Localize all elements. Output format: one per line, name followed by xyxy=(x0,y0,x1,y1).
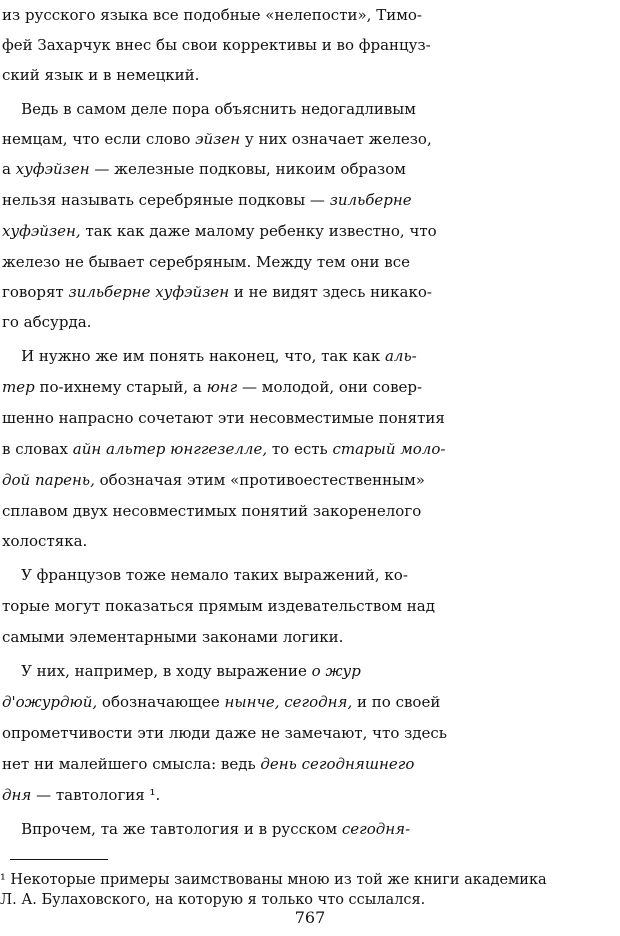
footnote-line: ¹ Некоторые примеры заимствованы мною из той же книги академика xyxy=(0,872,547,888)
text-line xyxy=(0,28,620,62)
text-line xyxy=(0,58,620,92)
italic-segment: сегодня- xyxy=(341,820,411,838)
text-segment: — тавтология ¹. xyxy=(31,786,161,804)
italic-segment: д'ожурдюй, xyxy=(2,693,98,711)
italic-segment: аль- xyxy=(384,347,417,365)
text-line xyxy=(0,747,620,781)
text-line xyxy=(0,245,620,279)
text-segment: Ведь в самом деле пора объяснить недогадливым xyxy=(2,100,416,118)
text-segment: нет ни малейшего смысла: ведь xyxy=(2,755,261,773)
text-segment: опрометчивости эти люди даже не замечают, что здесь xyxy=(2,724,447,742)
text-line xyxy=(0,305,620,339)
italic-segment: юнг xyxy=(206,378,238,396)
footnote-rule xyxy=(10,859,108,860)
text-line xyxy=(0,401,620,435)
footnote-line: Л. А. Булаховского, на которую я только что ссылался. xyxy=(0,892,426,908)
text-segment: самыми элементарными законами логики. xyxy=(2,628,344,646)
italic-segment: зильберне xyxy=(329,191,412,209)
text-line xyxy=(0,214,620,248)
text-line xyxy=(0,183,620,217)
italic-segment: старый моло- xyxy=(332,440,446,458)
text-line xyxy=(0,152,620,186)
text-segment: шенно напрасно сочетают эти несовместимые понятия xyxy=(2,409,445,427)
text-segment: железо не бывает серебряным. Между тем они все xyxy=(2,253,410,271)
text-segment: холостяка. xyxy=(2,532,88,550)
italic-segment: нынче, сегодня, xyxy=(224,693,353,711)
text-segment: говорят xyxy=(2,283,69,301)
text-line xyxy=(0,275,620,309)
text-segment: У них, например, в ходу выражение xyxy=(2,662,312,680)
text-line xyxy=(0,589,620,623)
text-line xyxy=(0,370,620,404)
italic-segment: хуфэйзен xyxy=(15,160,90,178)
text-segment: у них означает железо, xyxy=(240,130,432,148)
italic-segment: айн альтер юнггезелле, xyxy=(72,440,268,458)
text-line xyxy=(0,685,620,719)
text-segment: Впрочем, та же тавтология и в русском xyxy=(2,820,342,838)
text-line xyxy=(0,558,620,592)
italic-segment: день сегодняшнего xyxy=(260,755,415,773)
text-segment: ский язык и в немецкий. xyxy=(2,66,200,84)
text-segment: сплавом двух несовместимых понятий закоренелого xyxy=(2,502,422,520)
text-segment: так как даже малому ребенку известно, что xyxy=(80,222,437,240)
text-segment: а xyxy=(2,160,16,178)
text-line xyxy=(0,92,620,126)
text-segment: го абсурда. xyxy=(2,313,92,331)
text-segment: — железные подковы, никоим образом xyxy=(89,160,406,178)
text-segment: и по своей xyxy=(352,693,441,711)
text-line xyxy=(0,122,620,156)
text-line xyxy=(0,524,620,558)
text-segment: И нужно же им понять наконец, что, так как xyxy=(2,347,385,365)
italic-segment: о жур xyxy=(311,662,361,680)
text-line xyxy=(0,654,620,688)
text-segment: обозначая этим «противоестественным» xyxy=(94,471,425,489)
text-segment: по-ихнему старый, а xyxy=(34,378,207,396)
text-line xyxy=(0,716,620,750)
italic-segment: эйзен xyxy=(195,130,241,148)
text-segment: и не видят здесь никако- xyxy=(229,283,432,301)
italic-segment: дой парень, xyxy=(2,471,95,489)
text-line xyxy=(0,432,620,466)
text-line xyxy=(0,620,620,654)
text-segment: нельзя называть серебряные подковы — xyxy=(2,191,330,209)
text-segment: из русского языка все подобные «нелепости», Тимо- xyxy=(2,6,422,24)
text-segment: — молодой, они совер- xyxy=(237,378,423,396)
text-line xyxy=(0,463,620,497)
text-line xyxy=(0,494,620,528)
text-segment: в словах xyxy=(2,440,73,458)
text-line xyxy=(0,778,620,812)
text-segment: то есть xyxy=(267,440,333,458)
text-segment: обозначающее xyxy=(97,693,225,711)
text-segment: фей Захарчук внес бы свои коррективы и во француз- xyxy=(2,36,431,54)
italic-segment: зильберне хуфэйзен xyxy=(68,283,230,301)
text-line xyxy=(0,339,620,373)
text-segment: торые могут показаться прямым издевательством над xyxy=(2,597,435,615)
italic-segment: хуфэйзен, xyxy=(2,222,81,240)
italic-segment: тер xyxy=(2,378,35,396)
italic-segment: дня xyxy=(2,786,32,804)
text-line xyxy=(0,812,620,846)
text-segment: У французов тоже немало таких выражений, ко- xyxy=(2,566,408,584)
text-segment: немцам, что если слово xyxy=(2,130,196,148)
page-number: 767 xyxy=(294,908,326,927)
